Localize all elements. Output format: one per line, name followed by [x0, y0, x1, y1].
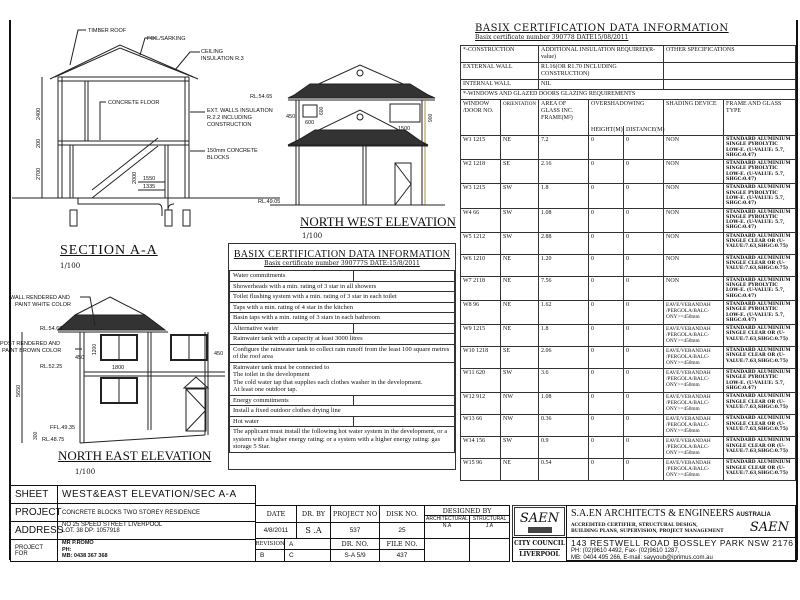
column-header-row [461, 100, 796, 126]
structural-value: J.A [469, 522, 510, 539]
drawing-no-value: S-A 5/9 [330, 549, 380, 562]
window-no: W7 2118 [461, 276, 501, 300]
shadow-height: 0 [589, 208, 624, 232]
nw-dim-450: 450 [286, 114, 296, 120]
shading-device: EAVE/VERANDAH /PERGOLA/BALC-ONY>=450mm [664, 300, 724, 324]
frame-glass-type: STANDARD ALUMINIUM SINGLE PYROLYTIC LOW-E. (U-VALUE: 5.7, SHGC:0.47) [724, 208, 796, 232]
section-scale: 1/100 [60, 262, 81, 270]
shading-device: NON [664, 184, 724, 208]
basix-water-cert: Basix certificate number 390777S DATE:15/8/2011 [264, 260, 420, 267]
external-wall-row [461, 63, 796, 80]
ne-post-note-2: PAINT BROWN COLOR [2, 348, 62, 354]
glass-area: 0.36 [539, 415, 589, 437]
window-row [461, 437, 796, 459]
dim-2400: 2400 [36, 107, 42, 120]
shading-device: NON [664, 136, 724, 160]
basix-water-item: Energy commitments [230, 395, 354, 406]
external-wall-other [664, 63, 796, 80]
glass-area: 1.8 [539, 325, 589, 347]
shading-device: NON [664, 254, 724, 276]
client-phone: PH: [62, 546, 72, 553]
ne-dim-450: 450 [75, 355, 85, 361]
basix-water-row [230, 292, 455, 303]
shadow-height: 0 [589, 325, 624, 347]
window-no: W1 1215 [461, 136, 501, 160]
nw-elevation-scale: 1/100 [302, 232, 323, 240]
basix-water-item: The applicant must install the following hot water system in the development, or a system with a higher energy rating; or a system with a higher energy rating: gas storage 5 Star. [230, 427, 455, 453]
address-value [57, 521, 256, 540]
dim-2700: 2700 [36, 167, 42, 180]
drawing-no-label: DR. NO. [330, 538, 380, 550]
col-window: WINDOW /DOOR NO. [461, 100, 501, 136]
glass-area: 7.56 [539, 276, 589, 300]
frame-glass-type: STANDARD ALUMINIUM SINGLE PYROLYTIC LOW-E. (U-VALUE: 5.7, SHGC:0.47) [724, 369, 796, 393]
shadow-distance: 0 [624, 347, 664, 369]
shadow-height: 0 [589, 369, 624, 393]
internal-wall-other [664, 80, 796, 90]
basix-water-blank [353, 323, 454, 334]
basix-water-item: Hot water [230, 416, 354, 427]
shading-device: EAVE/VERANDAH /PERGOLA/BALC-ONY>=450mm [664, 415, 724, 437]
shadow-distance: 0 [624, 160, 664, 184]
shadow-height: 0 [589, 459, 624, 481]
shadow-distance: 0 [624, 276, 664, 300]
glass-area: 0.54 [539, 459, 589, 481]
window-no: W6 1210 [461, 254, 501, 276]
window-no: W11 620 [461, 369, 501, 393]
label-concrete-floor: CONCRETE FLOOR [108, 100, 160, 106]
window-no: W14 156 [461, 437, 501, 459]
revision-c: C [284, 549, 331, 562]
basix-water-title: BASIX CERTIFICATION DATA INFORMATION [233, 249, 451, 260]
glass-area: 1.08 [539, 208, 589, 232]
internal-wall-value: NIL [539, 80, 664, 90]
ne-wall-note: WALL RENDERED AND [10, 295, 70, 301]
col-orientation: ORIENTATION [501, 100, 539, 136]
firm-mark: SAEN [749, 520, 789, 535]
basix-water-item: Basin taps with a min. rating of 3 stars in each bathroom [230, 313, 455, 324]
window-row [461, 208, 796, 232]
sheet-border-right [796, 20, 798, 560]
revision-a: A [284, 538, 331, 550]
nw-rl-bottom: RL.49.05 [258, 199, 281, 205]
shadow-distance: 0 [624, 254, 664, 276]
project-no-value: 537 [330, 522, 380, 539]
shadow-distance: 0 [624, 325, 664, 347]
nw-rl-top: RL.54.65 [250, 94, 273, 100]
window-row [461, 136, 796, 160]
window-no: W9 1215 [461, 325, 501, 347]
shadow-distance: 0 [624, 415, 664, 437]
dim-1550: 1550 [143, 176, 156, 182]
address-line-1: NO 25 SPEED STREET LIVERPOOL [62, 522, 163, 528]
orientation: SW [501, 208, 539, 232]
shading-device: EAVE/VERANDAH /PERGOLA/BALC-ONY>=450mm [664, 369, 724, 393]
ne-elevation-scale: 1/100 [75, 468, 96, 476]
frame-glass-type: STANDARD ALUMINIUM SINGLE PYROLYTIC LOW-E. (U-VALUE: 5.7, SHGC:0.47) [724, 136, 796, 160]
orientation: NW [501, 393, 539, 415]
construction-header-row [461, 46, 796, 63]
glass-area: 2.16 [539, 160, 589, 184]
window-no: W5 1212 [461, 232, 501, 254]
col-height: HEIGHT(M) [589, 126, 624, 136]
address-label: ADDRESS [10, 521, 58, 540]
glass-area: 0.9 [539, 437, 589, 459]
dim-200: 200 [36, 138, 42, 148]
glazing-header: *-WINDOWS AND GLAZED DOORS GLAZING REQUIREMENTS [461, 90, 796, 100]
shadow-height: 0 [589, 415, 624, 437]
orientation: NE [501, 459, 539, 481]
col-area: AREA OF GLASS INC. FRAME(M²) [539, 100, 589, 136]
basix-water-row [230, 271, 455, 282]
shadow-height: 0 [589, 276, 624, 300]
nw-dim-900: 900 [428, 113, 434, 122]
designed-blank-1 [424, 538, 470, 562]
orientation: SW [501, 369, 539, 393]
shadow-height: 0 [589, 437, 624, 459]
shading-device: EAVE/VERANDAH /PERGOLA/BALC-ONY>=450mm [664, 437, 724, 459]
shadow-distance: 0 [624, 232, 664, 254]
window-row [461, 369, 796, 393]
label-blocks-2: BLOCKS [207, 155, 230, 161]
drby-label: DR. BY [296, 505, 331, 523]
frame-glass-type: STANDARD ALUMINIUM SINGLE CLEAR OR (U-VALUE:7.63,SHGC:0.75) [724, 393, 796, 415]
shading-device: EAVE/VERANDAH /PERGOLA/BALC-ONY>=450mm [664, 325, 724, 347]
basix-water-row [230, 313, 455, 324]
glass-area: 2.88 [539, 232, 589, 254]
basix-windows-panel [460, 20, 795, 481]
shadow-distance: 0 [624, 300, 664, 324]
shadow-height: 0 [589, 232, 624, 254]
shadow-height: 0 [589, 136, 624, 160]
insulation-header: ADDITIONAL INSULATION REQUIRED(R-value) [539, 46, 664, 63]
shading-device: NON [664, 208, 724, 232]
shadow-height: 0 [589, 160, 624, 184]
basix-water-item: Configure the rainwater tank to collect rain runoff from the least 100 square metres of the roof area [230, 344, 455, 362]
basix-water-energy-panel [228, 243, 456, 470]
window-row [461, 276, 796, 300]
basix-water-row [230, 427, 455, 453]
basix-water-blank [353, 271, 454, 282]
shadow-distance: 0 [624, 369, 664, 393]
orientation: NE [501, 254, 539, 276]
shadow-height: 0 [589, 300, 624, 324]
ne-dim-300: 300 [33, 431, 39, 440]
ne-rl-ground: RL.48.75 [42, 437, 65, 443]
firm-phone: PH: (02)9610 4492, Fax- (02)9610 1287, [571, 548, 680, 554]
window-row [461, 254, 796, 276]
basix-water-item: Toilet flushing system with a min. rating of 3 star in each toilet [230, 292, 455, 303]
frame-glass-type: STANDARD ALUMINIUM SINGLE CLEAR OR (U-VALUE:7.63,SHGC:0.75) [724, 325, 796, 347]
shadow-height: 0 [589, 254, 624, 276]
date-label: DATE [255, 505, 297, 523]
frame-glass-type: STANDARD ALUMINIUM SINGLE CLEAR OR (U-VALUE:7.63,SHGC:0.75) [724, 459, 796, 481]
window-row [461, 325, 796, 347]
address-line-2: LOT. 38 DP: 1057918 [62, 528, 120, 534]
window-row [461, 232, 796, 254]
ne-post-note: POST RENDERED AND [0, 341, 61, 347]
frame-glass-type: STANDARD ALUMINIUM SINGLE CLEAR OR (U-VALUE:7.63,SHGC:0.75) [724, 254, 796, 276]
disk-no-label: DISK NO. [379, 505, 425, 523]
window-no: W3 1215 [461, 184, 501, 208]
internal-wall-label: INTERNAL WALL [461, 80, 539, 90]
shading-device: NON [664, 276, 724, 300]
window-row [461, 160, 796, 184]
basix-water-item: Install a fixed outdoor clothes drying line [230, 406, 455, 417]
window-no: W8 96 [461, 300, 501, 324]
nw-elevation-title: NORTH WEST ELEVATION [300, 214, 456, 229]
nw-dim-600b: 600 [319, 106, 325, 115]
col-shading: SHADING DEVICE [664, 100, 724, 136]
designed-blank-2 [469, 538, 510, 562]
sheet-label: SHEET [10, 485, 58, 504]
basix-water-row [230, 362, 455, 395]
window-no: W12 912 [461, 393, 501, 415]
label-blocks: 150mm CONCRETE [207, 148, 258, 154]
col-frame: FRAME AND GLASS TYPE [724, 100, 796, 136]
dim-2000: 2000 [132, 171, 138, 184]
basix-water-row [230, 395, 455, 406]
basix-water-item: Showerheads with a min. rating of 3 star in all showers [230, 281, 455, 292]
project-value: CONCRETE BLOCKS TWO STOREY RESIDENCE [57, 503, 256, 522]
architectural-value: N.A [424, 522, 470, 539]
saen-logo [512, 505, 567, 538]
nw-dim-600: 600 [305, 120, 315, 126]
orientation: SE [501, 347, 539, 369]
council-name: LIVERPOOL [519, 551, 560, 558]
window-row [461, 393, 796, 415]
ne-dim-1200: 1200 [92, 343, 98, 355]
disk-no-value: 25 [379, 522, 425, 539]
ne-rl-top: RL.54.65 [40, 326, 63, 332]
firm-services-1: ACCREDITED CERTIFIER, STRUCTURAL DESIGN, [571, 523, 698, 528]
label-ceiling-2: INSULATION R.3 [201, 56, 244, 62]
external-wall-value: R1.16(OR R1.70 INCLUDING CONSTRUCTION) [539, 63, 664, 80]
orientation: NE [501, 325, 539, 347]
shadow-distance: 0 [624, 136, 664, 160]
basix-windows-title: BASIX CERTIFICATION DATA INFORMATION [475, 23, 729, 34]
basix-water-blank [353, 416, 454, 427]
orientation: NW [501, 415, 539, 437]
building-logo-icon [528, 527, 552, 533]
saen-logo-text: SAEN [519, 510, 560, 526]
nw-dim-1500: 1500 [398, 126, 411, 132]
basix-water-item: Water commitments [230, 271, 354, 282]
firm-box [566, 505, 797, 538]
window-row [461, 347, 796, 369]
basix-water-item: Alternative water [230, 323, 354, 334]
basix-water-item: Rainwater tank with a capacity at least 3000 litres [230, 334, 455, 345]
client-name: MR P.ROMO [62, 540, 94, 546]
shadow-distance: 0 [624, 437, 664, 459]
ne-elevation-title: NORTH EAST ELEVATION [58, 448, 212, 463]
section-title: SECTION A-A [60, 243, 158, 258]
shading-device: NON [664, 232, 724, 254]
ne-ffl: FFL.49.35 [50, 425, 76, 431]
project-label: PROJECT [10, 503, 58, 522]
council-label: CITY COUNCIL [514, 540, 565, 547]
window-row [461, 459, 796, 481]
basix-water-item: Taps with a min. rating of 4 star in the kitchen [230, 302, 455, 313]
drby-value: S .A [296, 522, 331, 539]
shadow-height: 0 [589, 393, 624, 415]
project-for-value [57, 539, 256, 562]
project-for-label: PROJECT FOR [10, 539, 58, 562]
shading-device: NON [664, 160, 724, 184]
orientation: SW [501, 184, 539, 208]
firm-address-box [566, 537, 797, 562]
shadow-distance: 0 [624, 184, 664, 208]
col-distance: DISTANCE(M) [624, 126, 664, 136]
frame-glass-type: STANDARD ALUMINIUM SINGLE CLEAR OR (U-VALUE:7.63,SHGC:0.75) [724, 232, 796, 254]
council-box [512, 537, 567, 562]
firm-services-2: BUILDING PLANS, SUPERVISION, PROJECT MANAGEMENT [571, 529, 724, 534]
shading-device: EAVE/VERANDAH /PERGOLA/BALC-ONY>=450mm [664, 347, 724, 369]
architectural-label: ARCHITECTURAL [424, 515, 470, 523]
frame-glass-type: STANDARD ALUMINIUM SINGLE CLEAR OR (U-VALUE:7.63,SHGC:0.75) [724, 415, 796, 437]
window-no: W10 1218 [461, 347, 501, 369]
glass-area: 1.62 [539, 300, 589, 324]
firm-name: S.A.EN ARCHITECTS & ENGINEERS [571, 508, 735, 519]
glass-area: 1.8 [539, 184, 589, 208]
orientation: SE [501, 160, 539, 184]
glass-area: 1.20 [539, 254, 589, 276]
structural-label: STRUCTURAL [469, 515, 510, 523]
label-foil: FOIL/SARKING [147, 36, 186, 42]
basix-water-row [230, 302, 455, 313]
shading-device: EAVE/VERANDAH /PERGOLA/BALC-ONY>=450mm [664, 393, 724, 415]
glass-area: 2.06 [539, 347, 589, 369]
north-west-elevation-drawing [250, 60, 460, 210]
north-east-elevation-drawing [0, 285, 228, 445]
label-ceiling: CEILING [201, 49, 224, 55]
ne-dim-1800: 1800 [112, 365, 125, 371]
window-row [461, 415, 796, 437]
date-value: 4/8/2011 [255, 522, 297, 539]
orientation: SW [501, 437, 539, 459]
frame-glass-type: STANDARD ALUMINIUM SINGLE PYROLYTIC LOW-E. (U-VALUE: 5.7, SHGC:0.47) [724, 276, 796, 300]
basix-water-row [230, 323, 455, 334]
construction-header: *-CONSTRUCTION [461, 46, 539, 63]
basix-water-row [230, 344, 455, 362]
window-no: W2 1218 [461, 160, 501, 184]
ne-wall-note-2: PAINT WHITE COLOR [15, 302, 72, 308]
internal-wall-row [461, 80, 796, 90]
dim-1335: 1335 [143, 184, 156, 190]
section-a-a-drawing [0, 20, 290, 250]
label-ext-walls-3: CONSTRUCTION [207, 122, 252, 128]
firm-country: AUSTRALIA [736, 512, 771, 518]
glass-area: 1.08 [539, 393, 589, 415]
external-wall-label: EXTERNAL WALL [461, 63, 539, 80]
shadow-distance: 0 [624, 208, 664, 232]
glass-area: 3.6 [539, 369, 589, 393]
label-ext-walls-2: R.2.2 INCLUDING [207, 115, 252, 121]
frame-glass-type: STANDARD ALUMINIUM SINGLE PYROLYTIC LOW-E. (U-VALUE: 5.7, SHGC:0.47) [724, 160, 796, 184]
firm-address: 143 RESTWELL ROAD BOSSLEY PARK NSW 2176 [571, 538, 794, 548]
frame-glass-type: STANDARD ALUMINIUM SINGLE CLEAR OR (U-VALUE:7.63,SHGC:0.75) [724, 347, 796, 369]
ne-rl-mid: RL.52.25 [40, 364, 63, 370]
client-mobile: MB: 0438 367 368 [62, 553, 108, 559]
orientation: NE [501, 300, 539, 324]
project-no-label: PROJECT NO [330, 505, 380, 523]
shadow-height: 0 [589, 184, 624, 208]
shadow-distance: 0 [624, 393, 664, 415]
revision-b: B [255, 549, 285, 562]
sheet-value: WEST&EAST ELEVATION/SEC A-A [57, 485, 256, 504]
orientation: NE [501, 276, 539, 300]
basix-water-table [229, 270, 455, 453]
glazing-header-row [461, 90, 796, 100]
basix-water-row [230, 334, 455, 345]
glass-area: 7.2 [539, 136, 589, 160]
label-timber-roof: TIMBER ROOF [88, 28, 127, 34]
window-row [461, 184, 796, 208]
basix-water-blank [353, 395, 454, 406]
basix-water-item: Rainwater tank must be connected to The toilet in the development The cold water tap that supplies each clothes washer in the development. At least one outdoor tap. [230, 362, 455, 395]
ne-dim-5650: 5650 [16, 384, 22, 397]
basix-water-row [230, 281, 455, 292]
orientation: SW [501, 232, 539, 254]
designed-by-label: DESIGNED BY [424, 505, 510, 516]
firm-mobile: MB: 0404 495 266, E-mail: sayyoub@iprimus.com.au [571, 554, 713, 561]
basix-windows-table [460, 45, 796, 481]
window-no: W15 96 [461, 459, 501, 481]
revision-label: REVISION [255, 538, 285, 550]
frame-glass-type: STANDARD ALUMINIUM SINGLE PYROLYTIC LOW-E. (U-VALUE: 5.7, SHGC:0.47) [724, 300, 796, 324]
basix-water-row [230, 416, 455, 427]
basix-windows-cert: Basix certificate number 390778 DATE15/08/2011 [475, 34, 629, 41]
shading-device: EAVE/VERANDAH /PERGOLA/BALC-ONY>=450mm [664, 459, 724, 481]
shadow-height: 0 [589, 347, 624, 369]
shadow-distance: 0 [624, 459, 664, 481]
window-no: W13 66 [461, 415, 501, 437]
window-no: W4 66 [461, 208, 501, 232]
file-no-value: 437 [379, 549, 425, 562]
orientation: NE [501, 136, 539, 160]
label-ext-walls: EXT. WALLS INSULATION [207, 108, 273, 114]
frame-glass-type: STANDARD ALUMINIUM SINGLE CLEAR OR (U-VALUE:7.63,SHGC:0.75) [724, 437, 796, 459]
file-no-label: FILE NO. [379, 538, 425, 550]
basix-water-row [230, 406, 455, 417]
window-row [461, 300, 796, 324]
frame-glass-type: STANDARD ALUMINIUM SINGLE PYROLYTIC LOW-E. (U-VALUE: 5.7, SHGC:0.47) [724, 184, 796, 208]
ne-dim-450b: 450 [214, 351, 224, 357]
col-overshadowing: OVERSHADOWING [589, 100, 664, 126]
other-header: OTHER SPECIFICATIONS [664, 46, 796, 63]
